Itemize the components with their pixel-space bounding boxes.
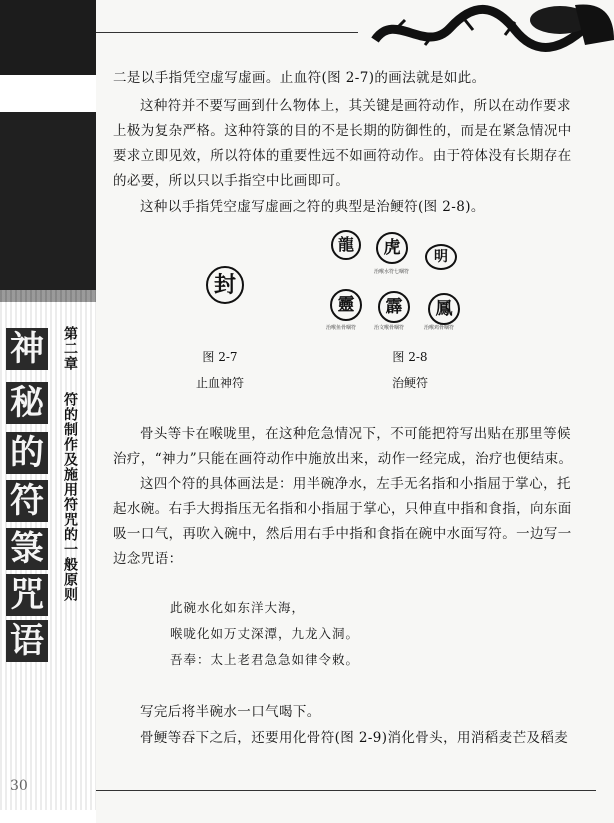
book-title-char-5: 箓 (6, 528, 48, 570)
talisman-spirit: 靈 (330, 289, 362, 321)
header-rule (96, 32, 358, 33)
chapter-subtitle: 符的制作及施用符咒的一般原则 (62, 392, 78, 602)
book-title-char-1: 神 (6, 328, 48, 370)
chapter-label: 第二章 (62, 326, 78, 371)
fig-2-8-note-4: 治喉鸡骨咽符 (424, 325, 455, 331)
sidebar-header-block (0, 0, 96, 75)
fig-2-8-label: 图 2-8 (392, 350, 428, 364)
paragraph-1: 二是以手指凭空虚写虚画。止血符(图 2-7)的画法就是如此。 (113, 70, 486, 86)
paragraph-7: 骨鲠等吞下之后，还要用化骨符(图 2-9)消化骨头，用消稻麦芒及稻麦 (140, 730, 569, 746)
incantation-line-1: 此碗水化如东洋大海， (170, 600, 306, 615)
book-title-char-4: 符 (6, 480, 48, 522)
fig-2-8-note-1: 治喉水符七咽符 (374, 269, 410, 275)
talisman-phoenix: 鳳 (428, 293, 460, 325)
book-title-char-3: 的 (6, 432, 48, 474)
paragraph-4: 骨头等卡在喉咙里，在这种危急情况下，不可能把符写出贴在那里等候治疗，“神力”只能在画符动作中施放出来，动作一经完成，治疗也便结束。 (113, 426, 573, 467)
stop-bleeding-talisman: 封 (206, 266, 244, 304)
page-number: 30 (10, 778, 28, 794)
fig-2-8-note-2: 治喉鱼骨咽符 (326, 325, 357, 331)
book-title-char-2: 秘 (6, 382, 48, 424)
fig-2-7-label: 图 2-7 (202, 350, 238, 364)
talisman-tiger: 虎 (376, 232, 408, 264)
incantation-line-2: 喉咙化如万丈深潭，九龙入洞。 (170, 626, 360, 641)
paragraph-3: 这种以手指凭空虚写虚画之符的典型是治鲠符(图 2-8)。 (140, 199, 485, 215)
paragraph-5: 这四个符的具体画法是：用半碗净水，左手无名指和小指屈于掌心，托起水碗。右手大拇指压无名指和小指屈于掌心，只伸直中指和食指，向东面吸一口气，再吹入碗中，然后用右手中指和食指在碗中水面写符。一边写一边念咒语： (113, 476, 572, 567)
talisman-thunder: 霹 (378, 291, 410, 323)
paragraph-2: 这种符并不要写画到什么物体上，其关键是画符动作，所以在动作要求上极为复杂严格。这种符箓的目的不是长期的防御性的，而是在紧急情况中要求立即见效，所以符体的重要性远不如画符动作。由于符体没有长期存在的必要，所以只以手指空中比画即可。 (113, 98, 572, 189)
dragon-ornament-icon (355, 0, 614, 60)
talisman-dragon: 龍 (331, 230, 361, 260)
book-title-char-7: 语 (6, 620, 48, 662)
talisman-ming: 明 (425, 244, 457, 270)
fig-2-8-caption: 治鲠符 (391, 376, 428, 390)
footer-rule (96, 790, 596, 791)
sidebar-dark-block (0, 112, 96, 302)
fig-2-7-caption: 止血神符 (195, 376, 244, 390)
paragraph-6: 写完后将半碗水一口气喝下。 (140, 704, 321, 720)
book-title-char-6: 咒 (6, 574, 48, 616)
chapter-sidebar (0, 0, 96, 823)
incantation-line-3: 吾奉：太上老君急急如律令敕。 (170, 652, 360, 667)
fig-2-8-note-3: 治文喉骨咽符 (374, 325, 405, 331)
